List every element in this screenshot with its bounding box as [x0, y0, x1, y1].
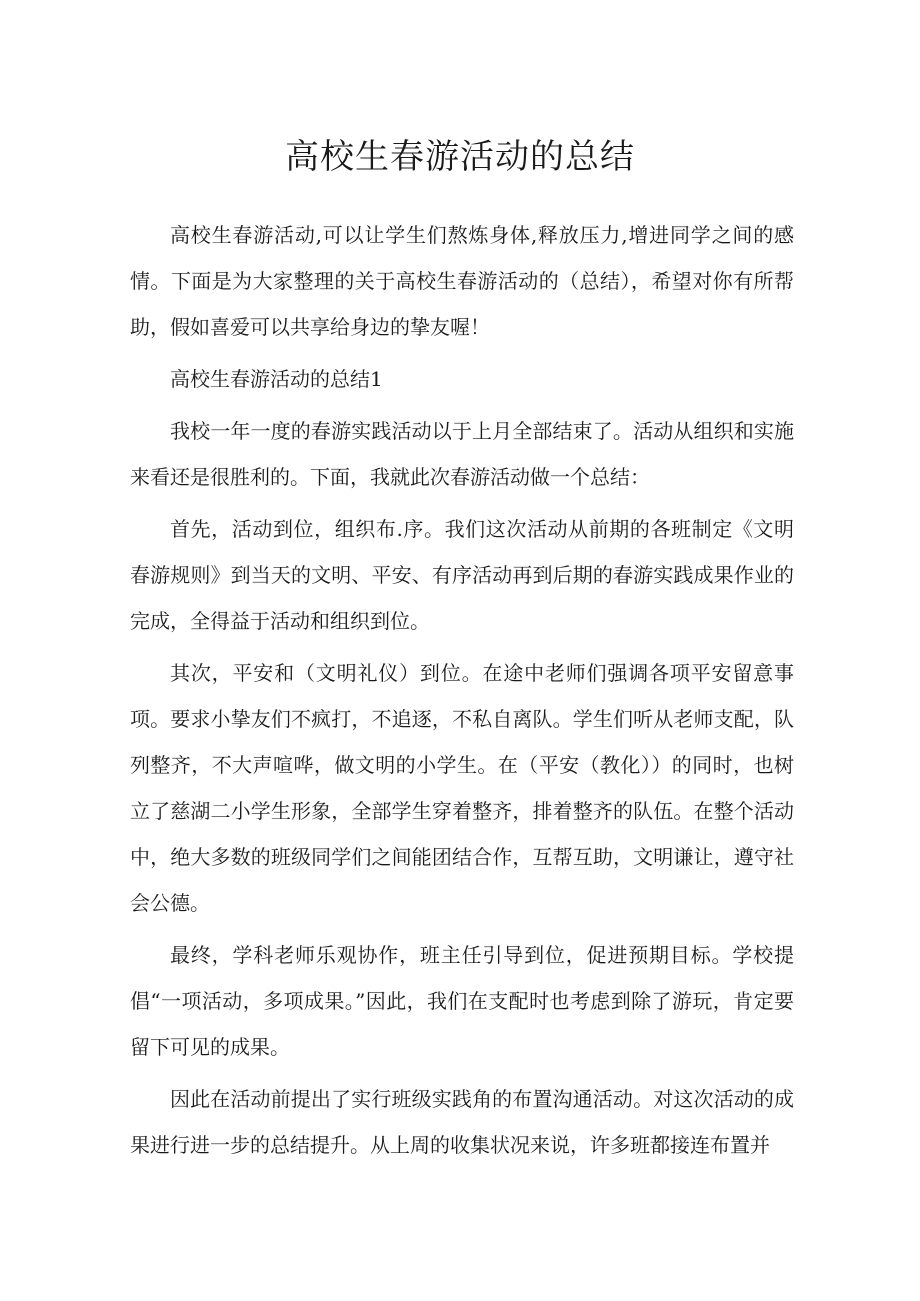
body-paragraph: 首先，活动到位，组织布.序。我们这次活动从前期的各班制定《文明春游规则》到当天的文明、平安、有序活动再到后期的春游实践成果作业的完成，全得益于活动和组织到位。	[130, 517, 794, 633]
body-paragraph: 其次，平安和（文明礼仪）到位。在途中老师们强调各项平安留意事项。要求小挚友们不疯打，不追逐，不私自离队。学生们听从老师支配，队列整齐，不大声喧哗，做文明的小学生。在（平安（教化））的同时，也树立了慈湖二小学生形象，全部学生穿着整齐，排着整齐的队伍。在整个活动中，绝大多数的班级同学们之间能团结合作，互帮互助，文明谦让，遵守社会公德。	[130, 661, 794, 915]
body-paragraph: 最终，学科老师乐观协作，班主任引导到位，促进预期目标。学校提倡“一项活动，多项成果。”因此，我们在支配时也考虑到除了游玩，肯定要留下可见的成果。	[130, 943, 794, 1059]
document-body	[130, 212, 794, 1174]
body-paragraph: 因此在活动前提出了实行班级实践角的布置沟通活动。对这次活动的成果进行进一步的总结提升。从上周的收集状况来说，许多班都接连布置并	[130, 1087, 794, 1157]
document-title: 高校生春游活动的总结	[285, 137, 635, 177]
section-heading: 高校生春游活动的总结1	[170, 367, 383, 391]
intro-paragraph: 高校生春游活动,可以让学生们熬炼身体,释放压力,增进同学之间的感情。下面是为大家整理的关于高校生春游活动的（总结），希望对你有所帮助，假如喜爱可以共享给身边的挚友喔！	[130, 223, 794, 339]
body-paragraph: 我校一年一度的春游实践活动以于上月全部结束了。活动从组织和实施来看还是很胜利的。下面，我就此次春游活动做一个总结：	[130, 419, 794, 489]
